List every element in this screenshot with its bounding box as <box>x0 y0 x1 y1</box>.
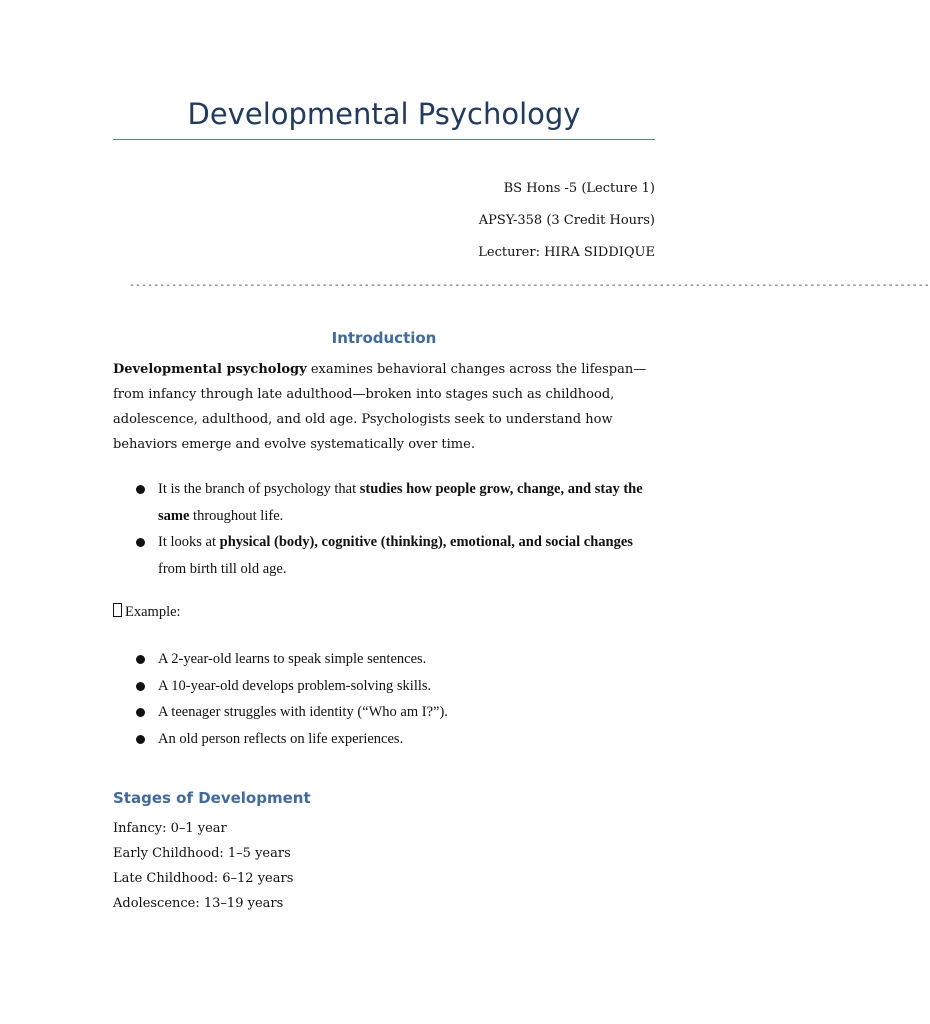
introduction-paragraph <box>113 357 658 457</box>
list-item <box>113 476 658 529</box>
title-underline <box>113 139 655 140</box>
example-label: Example: <box>125 604 181 620</box>
list-item: A 2-year-old learns to speak simple sentences. <box>113 646 658 673</box>
list-item: A 10-year-old develops problem-solving skills. <box>113 673 658 700</box>
intro-lead-text: examines behavioral changes across the lifespan—from infancy through late adulthood—broken into stages such as childhood, adolescence, adulthood, and old age. Psychologists seek to understand how behaviors emerge and evolve systematically over time. <box>113 362 647 452</box>
course-code: APSY-358 (3 Credit Hours) <box>478 213 655 228</box>
document-title: Developmental Psychology <box>187 97 581 131</box>
list-item: Early Childhood: 1–5 years <box>113 846 291 861</box>
introduction-heading: Introduction <box>331 329 437 347</box>
bullet-text: throughout life. <box>189 507 284 524</box>
example-label-row <box>113 601 181 623</box>
missing-glyph-icon <box>113 603 122 617</box>
stages-heading: Stages of Development <box>113 789 311 807</box>
bullet-text: from birth till old age. <box>158 560 287 577</box>
list-item: A teenager struggles with identity (“Who am I?”). <box>113 699 658 726</box>
list-item <box>113 529 658 582</box>
list-item: An old person reflects on life experiences. <box>113 726 658 753</box>
bullet-text: It is the branch of psychology that <box>158 481 360 497</box>
list-item: Adolescence: 13–19 years <box>113 896 284 911</box>
dashed-separator: ------------------------------------------------------------------------------------------------------------------------------------- <box>129 280 930 291</box>
bullet-bold: physical (body), cognitive (thinking), emotional, and social changes <box>219 534 633 550</box>
list-item: Late Childhood: 6–12 years <box>113 871 294 886</box>
bullet-bold: studies how people grow, change, and stay the same <box>158 481 643 524</box>
definition-list <box>113 476 658 582</box>
example-list <box>113 646 658 752</box>
list-item: Infancy: 0–1 year <box>113 821 227 836</box>
stages-list <box>113 816 293 916</box>
bullet-text: It looks at <box>158 534 220 550</box>
lecturer-name: Lecturer: HIRA SIDDIQUE <box>478 245 655 260</box>
intro-lead-bold: Developmental psychology <box>113 362 307 377</box>
course-info: BS Hons -5 (Lecture 1) <box>503 181 655 196</box>
